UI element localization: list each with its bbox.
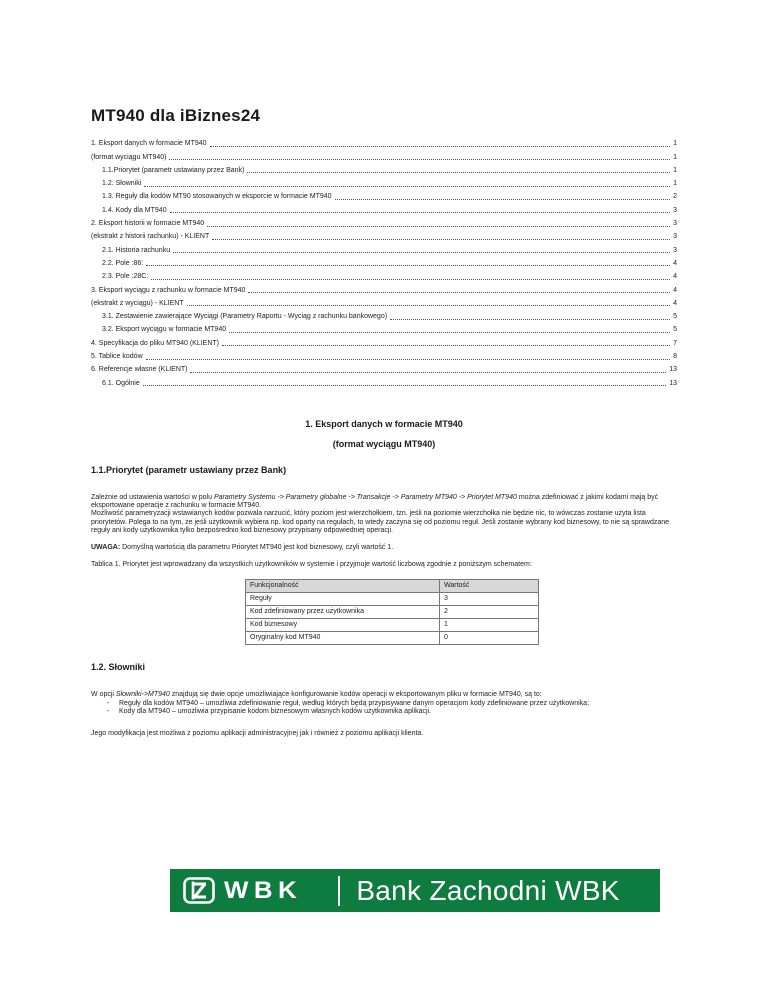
toc-entry-page: 4 [673,273,677,281]
toc-entry-label: 1. Eksport danych w formacie MT940 [91,140,207,148]
toc-dot-leader [169,159,670,160]
table-cell: 1 [440,618,539,631]
paragraph-text: znajdują się dwie opcje umożliwiające konfigurowanie kodów operacji w eksportowanym pliku w formacie MT940, są to: [169,690,542,698]
bank-name-text: Bank Zachodni WBK [356,874,620,906]
table-row [246,605,539,618]
document-content [91,0,677,738]
toc-entry-page: 3 [673,206,677,214]
toc-dot-leader [187,305,671,306]
section-1-2-closing-paragraph: Jego modyfikacja jest możliwa z poziomu aplikacji administracyjnej jak i również z poziomu aplikacji klienta. [91,729,424,737]
table-cell: Oryginalny kod MT940 [246,631,440,644]
toc-entry-page: 3 [673,233,677,241]
table-of-contents [91,135,677,388]
toc-entry-page: 3 [673,220,677,228]
toc-dot-leader [390,319,670,320]
bank-footer-banner [170,869,660,912]
priority-table [245,579,539,645]
table-cell: Kod biznesowy [246,618,440,631]
section-1-1-heading: 1.1.Priorytet (parametr ustawiany przez Bank) [91,464,287,475]
toc-entry-label: 6.1. Ogólnie [102,379,140,387]
toc-dot-leader [229,332,670,333]
toc-entry [91,228,677,241]
toc-entry [91,148,677,161]
toc-dot-leader [144,186,670,187]
section-1-heading: 1. Eksport danych w formacie MT940 [305,418,463,429]
toc-dot-leader [335,199,671,200]
toc-dot-leader [170,212,671,213]
uwaga-note [91,544,677,552]
toc-entry-label: 3.2. Eksport wyciągu w formacie MT940 [102,326,227,334]
toc-entry [91,281,677,294]
toc-dot-leader [146,359,670,360]
toc-entry-label: 3.1. Zestawienie zawierające Wyciągi (Parametry Raportu - Wyciąg z rachunku bankowego) [102,313,388,321]
toc-entry-label: 2. Eksport historii w formacie MT940 [91,220,205,228]
section-1-1-paragraph-1 [91,494,677,511]
toc-dot-leader [212,239,670,240]
table-col-header-wartosc: Wartość [440,579,539,592]
toc-entry [91,374,677,387]
toc-entry-page: 1 [673,153,677,161]
toc-entry-label: 2.2. Pole :86: [102,259,144,267]
toc-entry-label: 5. Tablice kodów [91,353,143,361]
toc-entry-label: 1.2. Słowniki [102,180,142,188]
paragraph-text: Zależnie od ustawienia wartości w polu [91,493,214,501]
toc-entry [91,188,677,201]
menu-path-italic: Parametry Systemu -> Parametry globalne -> Transakcje -> Parametry MT940 -> Priorytet MT940 [213,493,517,501]
uwaga-label: UWAGA: [91,544,121,552]
table-row [246,592,539,605]
document-title: MT940 dla iBiznes24 [91,106,261,125]
toc-dot-leader [146,265,670,266]
toc-entry-page: 7 [673,339,677,347]
table-row [246,631,539,644]
toc-entry-label: 1.3. Reguły dla kodów MT90 stosowanych w eksporcie w formacie MT940 [102,193,332,201]
toc-dot-leader [143,385,666,386]
toc-entry-label: (format wyciągu MT940) [91,153,167,161]
table-cell: 2 [440,605,539,618]
toc-entry [91,215,677,228]
toc-dot-leader [173,252,670,253]
toc-dot-leader [151,279,670,280]
toc-entry-page: 13 [669,379,677,387]
toc-dot-leader [190,372,666,373]
table-cell: Kod zdefiniowany przez użytkownika [246,605,440,618]
toc-entry-page: 13 [669,366,677,374]
paragraph-text: można zdefiniować z jakimi kodami mają być eksportowane operacje z rachunku w formacie MT940. [91,493,659,509]
section-1-1-paragraph-2: Możliwość parametryzacji wstawianych kodów pozwala narzucić, który poziom jest wierzchołkiem, tzn. jeśli na poziomie wierzchołka nie będzie nic, to wówczas zostanie użyta lista priorytetów. Polega to na tym, że jeśli użytkownik wybiera np. kod oparty na regułach, to wtedy zaczyna się od poziomu reguł. Jeśli zostanie wybrany kod biznesowy, to nie są sprawdzane reguły ani kody użytkownika tylko bezpośrednio kod biznesowy przypisany odpowiedniej operacji. [91,510,670,534]
toc-entry [91,175,677,188]
toc-entry-label: 1.1.Priorytet (parametr ustawiany przez Bank) [102,166,245,174]
toc-entry-page: 4 [673,259,677,267]
toc-dot-leader [207,226,670,227]
toc-entry-label: 1.4. Kody dla MT940 [102,206,167,214]
table-cell: 3 [440,592,539,605]
table-cell: 0 [440,631,539,644]
footer-divider [338,876,340,906]
toc-entry-page: 4 [673,299,677,307]
toc-entry-page: 8 [673,353,677,361]
wbk-logo-text: WBK [224,876,303,904]
list-item [91,708,677,716]
toc-entry-page: 3 [673,246,677,254]
list-item [91,700,677,708]
toc-entry [91,348,677,361]
table-col-header-funkcjonalnosc: Funkcjonalność [246,579,440,592]
toc-dot-leader [222,345,670,346]
table-header-row [246,579,539,592]
toc-entry-page: 1 [673,166,677,174]
toc-entry-page: 2 [673,193,677,201]
paragraph-text: W opcji [91,690,116,698]
bullet-text: Reguły dla kodów MT940 – umożliwia zdefiniowanie reguł, według których będą przypisywane danym operacjom kody zdefiniowane przez użytkownika; [119,700,590,708]
toc-entry-label: 6. Referencje własne (KLIENT) [91,366,188,374]
toc-entry-page: 1 [673,180,677,188]
toc-entry [91,361,677,374]
table-caption: Tablica 1. Priorytet jest wprowadzany dla wszystkich użytkowników w systemie i przyjmuje wartość liczbową zgodnie z poniższym schematem: [91,561,532,569]
toc-entry-label: 2.1. Historia rachunku [102,246,171,254]
toc-entry [91,308,677,321]
section-1-2-heading: 1.2. Słowniki [91,661,146,672]
toc-entry [91,162,677,175]
toc-entry [91,268,677,281]
toc-entry [91,321,677,334]
toc-entry [91,295,677,308]
toc-entry [91,255,677,268]
bullet-marker: - [107,700,110,708]
toc-entry-label: 2.3. Pole :28C: [102,273,149,281]
toc-entry-label: (ekstrakt z wyciągu) - KLIENT [91,299,184,307]
bullet-list [91,700,677,717]
section-1-subheading: (format wyciągu MT940) [332,438,436,449]
uwaga-text: Domyślną wartością dla parametru Priorytet MT940 jest kod biznesowy, czyli wartość 1. [120,544,394,552]
table-cell: Reguły [246,592,440,605]
toc-entry [91,135,677,148]
bz-monogram-icon [183,877,215,904]
table-row [246,618,539,631]
toc-dot-leader [210,146,671,147]
toc-dot-leader [248,292,670,293]
toc-entry [91,241,677,254]
toc-entry-label: 4. Specyfikacja do pliku MT940 (KLIENT) [91,339,219,347]
section-1-2-paragraph [91,691,677,699]
toc-entry-label: (ekstrakt z historii rachunku) - KLIENT [91,233,210,241]
toc-entry [91,201,677,214]
toc-dot-leader [247,172,670,173]
bullet-text: Kody dla MT940 – umożliwia przypisanie kodom biznesowym własnych kodów użytkownika aplikacji. [119,708,432,716]
bullet-marker: - [107,708,110,716]
toc-entry-page: 1 [673,140,677,148]
menu-path-italic: Słowniki->MT940 [115,690,170,698]
toc-entry [91,334,677,347]
toc-entry-page: 5 [673,326,677,334]
toc-entry-label: 3. Eksport wyciągu z rachunku w formacie MT940 [91,286,246,294]
toc-entry-page: 4 [673,286,677,294]
toc-entry-page: 5 [673,313,677,321]
